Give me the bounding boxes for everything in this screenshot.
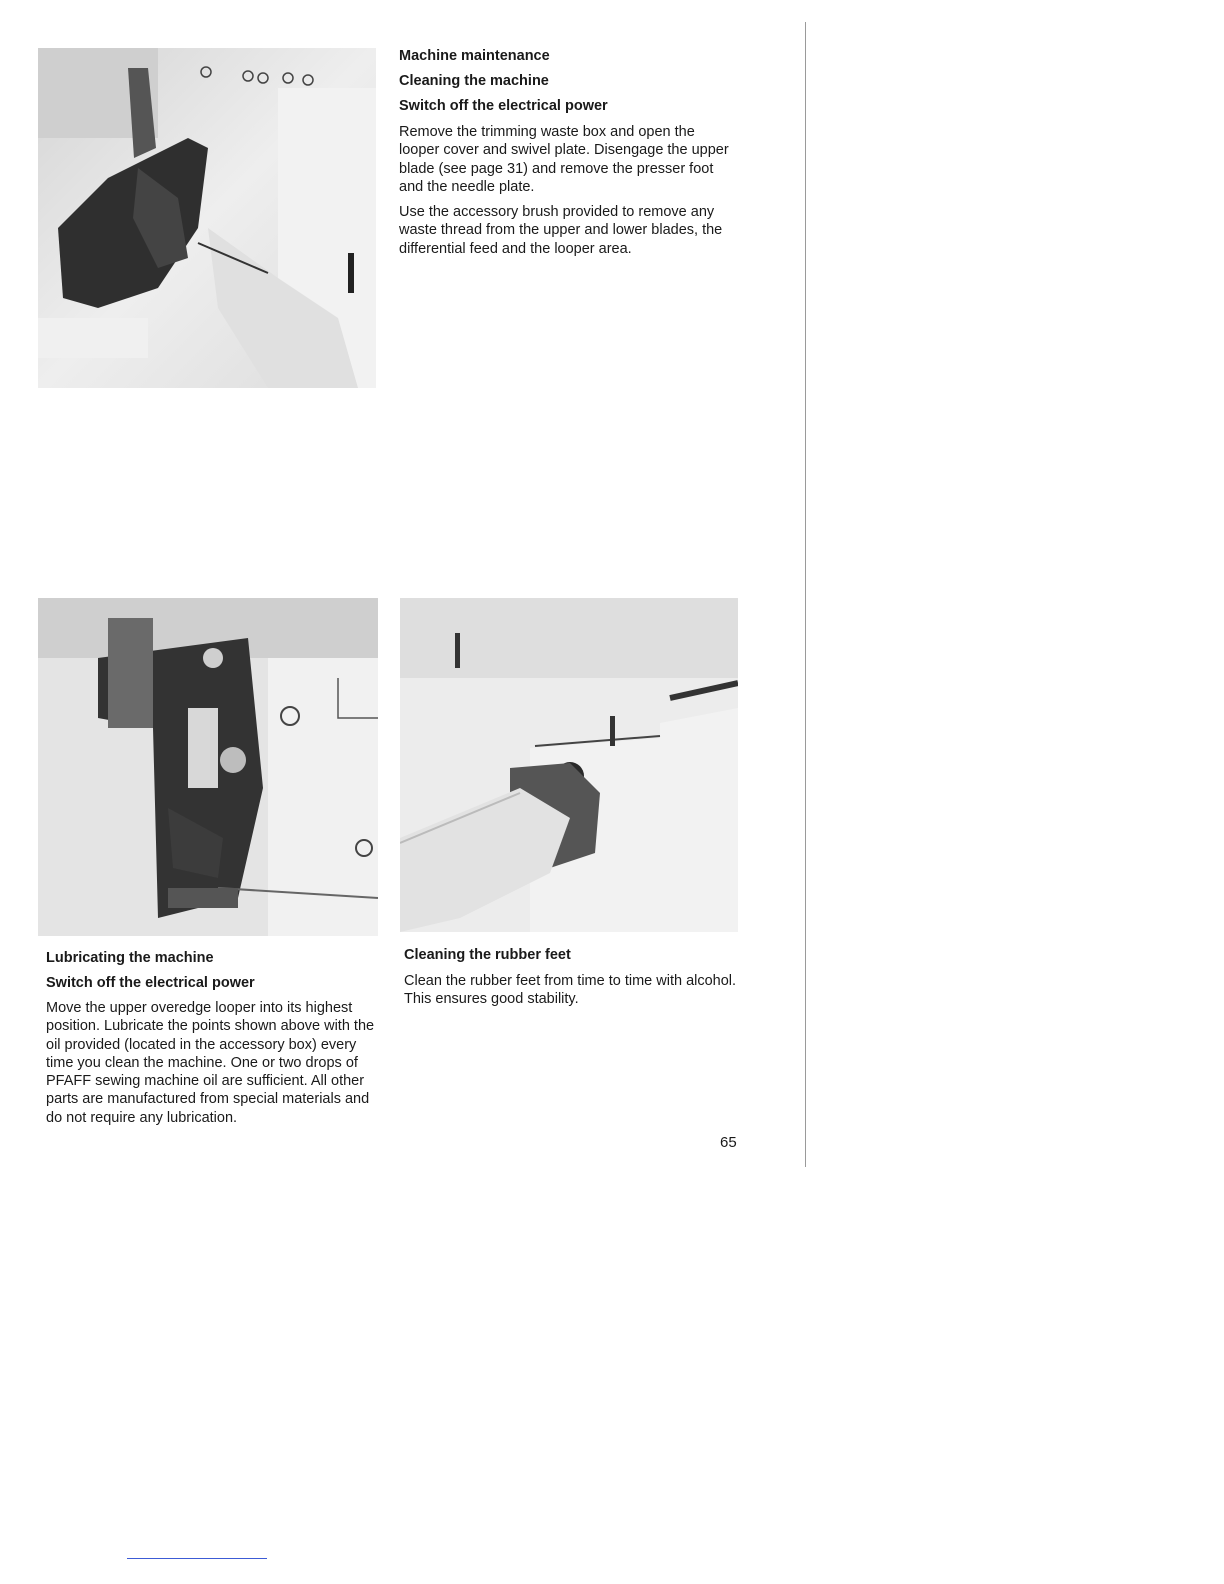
lubrication-title: Lubricating the machine — [46, 950, 214, 966]
cleaning-paragraph-2: Use the accessory brush provided to remove any waste thread from the upper and lower blades, the differential feed and the looper area. — [399, 204, 723, 257]
footer-underline — [127, 1558, 267, 1559]
cleaning-subtitle: Cleaning the machine — [399, 73, 549, 89]
column-divider — [805, 22, 806, 1167]
power-warning-2: Switch off the electrical power — [46, 975, 255, 991]
rubber-feet-title: Cleaning the rubber feet — [404, 947, 571, 963]
power-warning-1: Switch off the electrical power — [399, 98, 608, 114]
lubrication-paragraph: Move the upper overedge looper into its highest position. Lubricate the points shown above with the oil provided (located in the accessory box) every time you clean the machine. One or two drops of PFAFF sewing machine oil are sufficient. All other parts are manufactured from special materials and do not require any lubrication. — [46, 1000, 375, 1126]
rubber-feet-paragraph: Clean the rubber feet from time to time with alcohol. This ensures good stability. — [404, 973, 737, 1008]
cleaning-paragraph-1: Remove the trimming waste box and open the looper cover and swivel plate. Disengage the upper blade (see page 31) and remove the presser foot and the needle plate. — [399, 124, 729, 195]
photo-cleaning-brush — [38, 48, 376, 388]
photo-rubber-feet — [400, 598, 738, 932]
page-number: 65 — [720, 1134, 737, 1151]
maintenance-title: Machine maintenance — [399, 48, 550, 64]
photo-lubrication-points — [38, 598, 378, 936]
